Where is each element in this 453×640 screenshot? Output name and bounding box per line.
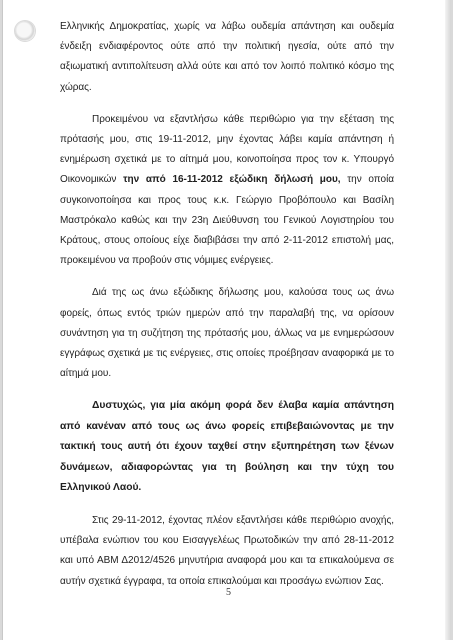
paragraph-2 — [60, 110, 394, 272]
paragraph-3: Διά της ως άνω εξώδικης δήλωσης μου, καλούσα τους ως άνω φορείς, όπως εντός τριών ημερών από την παραλαβή της, να ορίσουν συνάντηση για τη συζήτηση της πρότασής μου, άλλως να με ενημερώσουν εγγράφως σχετικά με τις ενέργειες, στις οποίες προέβησαν αναφορικά με το αίτημά μου. — [60, 287, 394, 380]
paragraph-2-text: Προκειμένου να εξαντλήσω κάθε περιθώριο για την εξέταση της πρότασής μου, στις 19-11-2012, μην έχοντας λάβει καμία απάντηση ή ενημέρωση σχετικά με το αίτημά μου, κοινοποίησα προς τον κ. Υπουργό Οικονομικών — [60, 113, 394, 186]
page-number: 5 — [226, 587, 231, 598]
paragraph-4: Δυστυχώς, για μία ακόμη φορά δεν έλαβα καμία απάντηση από κανέναν από τους ως άνω φορείς επιβεβαιώνοντας με την τακτική τους αυτή ότι έχουν ταχθεί στην εξυπηρέτηση των ξένων δυνάμεων, αδιαφορώντας για τη βούληση και την τύχη του Ελληνικού Λαού. — [60, 400, 394, 494]
document-body — [60, 17, 394, 604]
paragraph-2-continuation: την οποία συγκοινοποίησα και προς τους κ.κ. Γεώργιο Προβόπουλο και Βασίλη Μαστρόκαλο καθώς και την 23η Διεύθυνση του Γενικού Λογιστηρίου του Κράτους, στους οποίους είχε διαβιβάσει την από 2-11-2012 επιστολή μας, προκειμένου να προβούν στις νόμιμες ενέργειες. — [60, 174, 395, 267]
document-page — [2, 0, 451, 640]
punch-hole-mark — [15, 21, 35, 41]
scan-edge — [445, 0, 451, 640]
paragraph-5: Στις 29-11-2012, έχοντας πλέον εξαντλήσει κάθε περιθώριο ανοχής, υπέβαλα ενώπιον του κου Εισαγγελέως Πρωτοδικών την από 28-11-2012 και υπό ΑΒΜ Δ2012/4526 μηνυτήρια αναφορά μου και τα επικαλούμενα σε αυτήν σχετικά έγγραφα, τα οποία επικαλούμαι και προσάγω ενώπιον Σας. — [60, 514, 394, 587]
paragraph-1: Ελληνικής Δημοκρατίας, χωρίς να λάβω ουδεμία απάντηση και ουδεμία ένδειξη ενδιαφέροντος ούτε από την πολιτική ηγεσία, ούτε από την αξιωματική αντιπολίτευση αλλά ούτε και από τον λοιπό πολιτικό κόσμο της χώρας. — [60, 21, 394, 93]
paragraph-2-bold-text: την από 16-11-2012 εξώδικη δήλωσή μου, — [123, 174, 341, 186]
